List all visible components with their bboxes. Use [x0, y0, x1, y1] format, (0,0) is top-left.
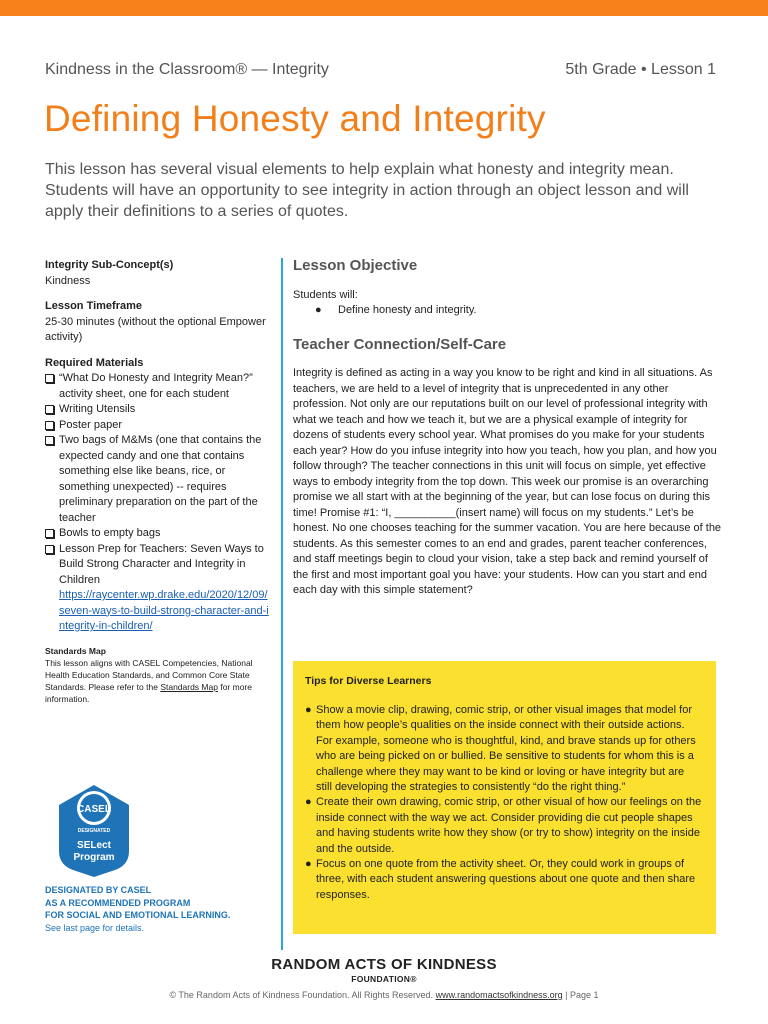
- header-grade-lesson: 5th Grade • Lesson 1: [565, 61, 716, 78]
- list-item: ● Create their own drawing, comic strip, or other visual of how our feelings on the inside connect with the way we act. Consider providing die cut people shapes and having students write how they show (or try to show) integrity on the inside and the outside.: [305, 796, 702, 855]
- tips-title: Tips for Diverse Learners: [305, 675, 432, 687]
- checkbox-icon: [45, 374, 54, 383]
- teacher-connection-text: Integrity is defined as acting in a way you know to be right and kind in all situations. As teachers, we are held to a level of integrity that is unprecedented in any other profession. Not only are our reputations built on our level of professional integrity with what we teach and how we teach it, but we are a physical example of integrity for dozens of students every school year. What promises do you make for your students each year? How do you infuse integrity into how you teach, how you plan, and how you follow through? The teacher connections in this unit will focus on simple, yet effective ways to embody integrity from the top down. This week our promise is an overarching promise we all start with at the beginning of the year, but can lose focus on during this time! Promise #1: “I, __________(insert name) will focus on my students.” Let’s be honest. No one chooses teaching for the summer vacation. You are here because of the students. As this semester comes to an end and grades, parent teacher conferences, and staff meetings begin to cloud your vision, take a step back and remind yourself of the first and most important goal you have: your students. How can you start and end each day with this simple statement?: [293, 367, 722, 596]
- intro-paragraph: This lesson has several visual elements to help explain what honesty and integrity mean. Students will have an opportunity to see integrity in action through an object lesson and will apply their definitions to a series of quotes.: [45, 161, 689, 220]
- rak-foundation-logo: RANDOM ACTS OF KINDNESS FOUNDATION®: [271, 956, 497, 984]
- list-item: Two bags of M&Ms (one that contains the expected candy and one that contains something else like beans, rice, or something unexpected) -- requires preliminary preparation on the part of the teacher: [45, 433, 273, 526]
- footer-website-link[interactable]: www.randomactsofkindness.org: [435, 990, 563, 1000]
- list-item: ● Focus on one quote from the activity sheet. Or, they could work in groups of three, with each student answering questions about one quote and then share responses.: [305, 858, 696, 901]
- checkbox-icon: [45, 436, 54, 445]
- header-course-title: Kindness in the Classroom® — Integrity: [45, 61, 329, 78]
- footer-copyright: © The Random Acts of Kindness Foundation. All Rights Reserved. www.randomactsofkindness.org | Page 1: [169, 990, 599, 1000]
- teacher-connection-heading: Teacher Connection/Self-Care: [293, 335, 507, 353]
- checkbox-icon: [45, 421, 54, 430]
- casel-details-link[interactable]: See last page for details.: [45, 922, 145, 933]
- bullet-icon: ●: [305, 704, 312, 716]
- checkbox-icon: [45, 545, 54, 554]
- tips-list: [305, 703, 703, 903]
- badge-org-text: CASEL: [77, 804, 111, 815]
- standards-map-block: [45, 645, 273, 705]
- list-item: Bowls to empty bags: [45, 526, 273, 542]
- casel-designation-note: DESIGNATED BY CASEL AS A RECOMMENDED PROGRAM FOR SOCIAL AND EMOTIONAL LEARNING. See last page for details.: [45, 885, 231, 933]
- standards-map-link[interactable]: Standards Map: [160, 681, 218, 692]
- materials-list: [45, 371, 273, 635]
- column-divider: [281, 258, 283, 950]
- page-title: Defining Honesty and Integrity: [44, 98, 546, 139]
- list-item: ● Show a movie clip, drawing, comic strip, or other visual images that model for them how people’s qualities on the inside connect with their outside actions. For example, someone who is thoughtful, kind, and brave stands up for others who are being picked on or bullied. Be sensitive to students for whom this is a challenge where they may want to be kind or loving or have integrity but are still developing the strategies to consistently “do the right thing.”: [305, 704, 696, 794]
- subconcept-value: Kindness: [45, 274, 91, 287]
- materials-label: Required Materials: [45, 356, 144, 369]
- main-content: [293, 258, 723, 599]
- bullet-icon: ●: [315, 304, 322, 316]
- list-item: “What Do Honesty and Integrity Mean?” activity sheet, one for each student: [45, 371, 273, 402]
- list-item: Writing Utensils: [45, 402, 273, 418]
- badge-designated-text: DESIGNATED: [77, 828, 111, 834]
- objective-item: ● Define honesty and integrity.: [293, 303, 723, 319]
- timeframe-label: Lesson Timeframe: [45, 300, 143, 312]
- lesson-sidebar: [45, 258, 273, 705]
- objective-block: [293, 288, 723, 319]
- top-accent-bar: [0, 0, 768, 16]
- objective-intro: Students will:: [293, 288, 358, 301]
- list-item: Lesson Prep for Teachers: Seven Ways to Build Strong Character and Integrity in Children https://raycenter.wp.drake.edu/2020/12/09/seven-ways-to-build-strong-character-and-integrity-in-children/: [45, 542, 273, 635]
- list-item: Poster paper: [45, 418, 273, 434]
- badge-line2-text: Program: [73, 852, 115, 863]
- materials-block: [45, 356, 273, 635]
- subconcept-block: [45, 258, 273, 289]
- badge-line1-text: SELect: [77, 840, 111, 851]
- checkbox-icon: [45, 405, 54, 414]
- lesson-prep-link[interactable]: https://raycenter.wp.drake.edu/2020/12/09/seven-ways-to-build-strong-character-and-integrity-in-children/: [59, 589, 269, 632]
- casel-badge-icon: [47, 783, 141, 878]
- bullet-icon: ●: [305, 858, 312, 871]
- objective-heading: Lesson Objective: [293, 257, 418, 274]
- tips-box: [293, 661, 716, 934]
- checkbox-icon: [45, 529, 54, 538]
- page-number: | Page 1: [565, 990, 599, 1000]
- bullet-icon: ●: [305, 796, 312, 809]
- standards-title: Standards Map: [45, 645, 106, 656]
- standards-tail: for more information.: [45, 681, 252, 704]
- standards-text: This lesson aligns with CASEL Competencies, National Health Education Standards, and Common Core State Standards. Please refer to the: [45, 657, 253, 692]
- subconcept-label: Integrity Sub-Concept(s): [45, 259, 174, 271]
- timeframe-block: [45, 299, 273, 346]
- timeframe-value: 25-30 minutes (without the optional Empower activity): [45, 315, 266, 343]
